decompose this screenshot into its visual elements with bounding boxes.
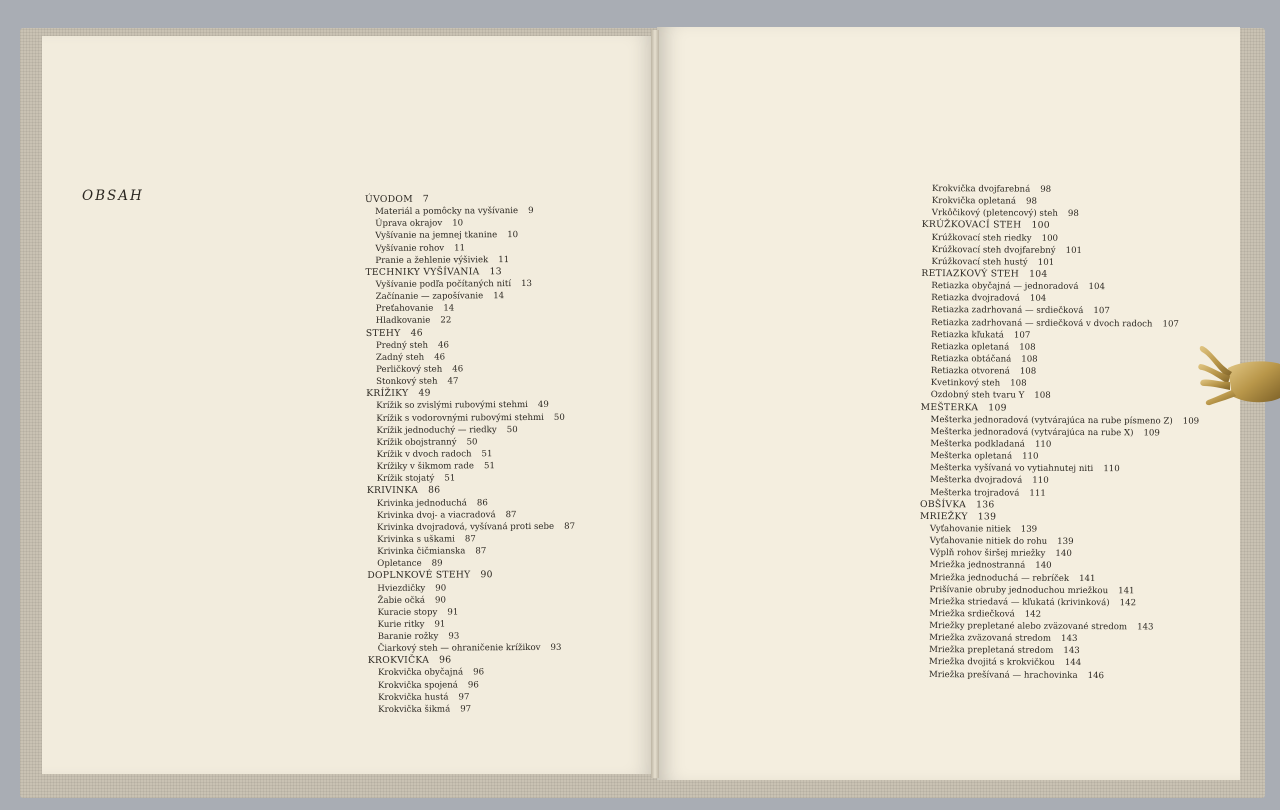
toc-page-number: 50 bbox=[466, 437, 478, 448]
toc-page-number: 100 bbox=[1031, 220, 1050, 232]
toc-page-number: 90 bbox=[480, 569, 493, 581]
toc-entry-title: Krivinka dvoj- a viacradová bbox=[376, 509, 496, 521]
toc-entry-title: Žabie očká bbox=[377, 595, 425, 606]
toc-page-number: 101 bbox=[1037, 257, 1055, 268]
toc-page-number: 142 bbox=[1119, 597, 1137, 609]
toc-entry-title: Prišívanie obruby jednoduchou mriežkou bbox=[929, 584, 1109, 596]
toc-page-number: 11 bbox=[454, 242, 466, 254]
toc-page-number: 46 bbox=[437, 340, 449, 351]
toc-entry-title: Vyťahovanie nitiek bbox=[929, 523, 1011, 535]
toc-entry-title: Úprava okrajov bbox=[375, 218, 443, 230]
toc-page-number: 7 bbox=[422, 193, 430, 205]
toc-entry-title: Krížik stojatý bbox=[376, 473, 435, 485]
hand-finger-4 bbox=[1206, 390, 1236, 405]
toc-page-number: 89 bbox=[431, 558, 443, 569]
toc-page-number: 90 bbox=[434, 595, 446, 606]
toc-page-number: 108 bbox=[1034, 391, 1051, 402]
toc-page-number: 50 bbox=[553, 412, 565, 423]
toc-page-number: 107 bbox=[1013, 330, 1031, 341]
toc-page-number: 110 bbox=[1032, 476, 1049, 487]
toc-page-number: 101 bbox=[1065, 245, 1083, 256]
toc-entry-title: Pranie a žehlenie výšiviek bbox=[375, 254, 489, 266]
toc-entry-title: Perličkový steh bbox=[376, 364, 443, 375]
toc-entry-title: Mriežka jednostranná bbox=[929, 560, 1026, 571]
toc-entry-title: Krivinka jednoduchá bbox=[376, 497, 467, 509]
hand-palm bbox=[1228, 361, 1280, 402]
toc-entry-title: Krížiky v šikmom rade bbox=[376, 461, 475, 473]
toc-entry-title: Mešterka jednoradová (vytvárajúca na rube písmeno Z) bbox=[930, 414, 1173, 427]
toc-entry-title: Kuracie stopy bbox=[377, 607, 438, 618]
toc-entry-title: Zadný steh bbox=[375, 352, 425, 363]
toc-entry-title: Krížik so zvislými rubovými stehmi bbox=[376, 400, 528, 412]
toc-entry-title: Mešterka trojradová bbox=[930, 487, 1020, 499]
toc-entry-title: Mešterka podkladaná bbox=[930, 439, 1025, 450]
toc-page-number: 143 bbox=[1063, 646, 1080, 657]
toc-page-number: 142 bbox=[1024, 609, 1042, 620]
toc-page-number: 139 bbox=[1020, 524, 1038, 535]
toc-page-number: 110 bbox=[1103, 464, 1120, 475]
toc-page-number: 90 bbox=[435, 583, 447, 594]
toc-entry-title: Retiazka opletaná bbox=[930, 341, 1010, 353]
toc-page-number: 143 bbox=[1060, 634, 1078, 645]
toc-entry-title: Retiazka kľukatá bbox=[931, 329, 1004, 341]
toc-entry-title: Retiazka zadrhovaná — srdiečková v dvoch radoch bbox=[931, 317, 1153, 329]
toc-page-number: 139 bbox=[1057, 536, 1074, 548]
toc-entry-title: Krokvička spojená bbox=[377, 680, 458, 691]
toc-page-number: 98 bbox=[1040, 184, 1052, 195]
toc-page-number: 140 bbox=[1055, 549, 1072, 560]
toc-page-number: 140 bbox=[1035, 561, 1052, 572]
toc-page-number: 91 bbox=[434, 619, 446, 630]
toc-page-number: 108 bbox=[1021, 354, 1038, 365]
toc-page-number: 50 bbox=[506, 424, 518, 435]
toc-entry-title: KRIVINKA bbox=[366, 485, 419, 497]
toc-page-number: 141 bbox=[1079, 573, 1096, 584]
toc-entry-title: Retiazka obyčajná — jednoradová bbox=[931, 281, 1079, 293]
hand-icon bbox=[1198, 338, 1280, 418]
toc-page-number: 13 bbox=[521, 278, 533, 290]
toc-page-number: 146 bbox=[1087, 670, 1105, 681]
toc-page-number: 14 bbox=[493, 291, 505, 302]
toc-entry-title: Mešterka vyšívaná vo vytiahnutej niti bbox=[930, 463, 1094, 475]
toc-entry-title: Vyťahovanie nitiek do rohu bbox=[929, 536, 1048, 547]
toc-entry-title: Materiál a pomôcky na vyšívanie bbox=[375, 206, 519, 218]
toc-entry-title: Retiazka otvorená bbox=[930, 366, 1010, 377]
toc-page-number: 22 bbox=[440, 315, 452, 326]
toc-page-number: 110 bbox=[1034, 439, 1052, 450]
toc-entry-title: RETIAZKOVÝ STEH bbox=[921, 267, 1020, 280]
toc-entry-title: Retiazka obtáčaná bbox=[930, 354, 1012, 365]
toc-page-number: 107 bbox=[1162, 319, 1179, 330]
toc-page-number: 13 bbox=[489, 266, 502, 278]
toc-page-number: 104 bbox=[1029, 268, 1048, 280]
toc-entry-title: Mriežka prepletaná stredom bbox=[929, 645, 1054, 657]
toc-entry-title: Vyšívanie podľa počítaných nití bbox=[375, 279, 512, 290]
toc-page-number: 87 bbox=[564, 521, 576, 532]
toc-page-number: 107 bbox=[1093, 306, 1110, 317]
toc-page-number: 11 bbox=[498, 254, 510, 265]
toc-entry-title: Krúžkovací steh dvojfarebný bbox=[931, 244, 1056, 256]
toc-entry-title: Mriežky prepletané alebo zväzované stredom bbox=[929, 621, 1128, 633]
toc-page-number: 98 bbox=[1067, 209, 1079, 220]
toc-page-number: 87 bbox=[464, 534, 476, 545]
toc-page-number: 87 bbox=[505, 509, 517, 520]
toc-entry-title: KRÚŽKOVACÍ STEH bbox=[921, 219, 1022, 232]
toc-entry-title: Mriežka prešívaná — hrachovinka bbox=[928, 669, 1078, 681]
toc-page-number: 108 bbox=[1019, 366, 1037, 377]
toc-entry-title: Preťahovanie bbox=[375, 303, 434, 315]
toc-entry bbox=[368, 702, 628, 716]
toc-entry-title: Mešterka opletaná bbox=[930, 451, 1013, 462]
toc-page-number: 9 bbox=[528, 206, 534, 217]
toc-entry-title: Krivinka dvojradová, vyšívaná proti sebe bbox=[377, 521, 555, 533]
toc-entry-title: Mešterka dvojradová bbox=[930, 475, 1023, 486]
toc-page-number: 51 bbox=[481, 449, 493, 460]
toc-entry-title: Výplň rohov širšej mriežky bbox=[929, 548, 1046, 559]
toc-page-number: 97 bbox=[460, 704, 472, 715]
toc-entry-title: Krížik s vodorovnými rubovými stehmi bbox=[376, 412, 544, 424]
toc-page-number: 144 bbox=[1064, 658, 1082, 669]
toc-page-number: 108 bbox=[1010, 378, 1027, 389]
toc-page-number: 111 bbox=[1029, 488, 1046, 499]
toc-page-number: 109 bbox=[1143, 428, 1160, 439]
toc-entry-title: STEHY bbox=[365, 327, 401, 339]
toc-entry-title: Opletance bbox=[377, 558, 422, 570]
toc-entry-title: Hladkovanie bbox=[375, 316, 431, 327]
toc-entry bbox=[919, 669, 1219, 683]
toc-page-number: 87 bbox=[475, 546, 487, 557]
toc-entry-title: Krokvička dvojfarebná bbox=[931, 184, 1031, 195]
toc-entry-title: Krížik obojstranný bbox=[376, 437, 457, 448]
toc-page-number: 10 bbox=[507, 230, 519, 241]
toc-entry-title: Začínanie — zapošívanie bbox=[375, 291, 484, 303]
toc-page-number: 108 bbox=[1019, 342, 1036, 353]
toc-page-number: 136 bbox=[976, 498, 995, 511]
toc-entry-title: Baranie rožky bbox=[377, 631, 439, 642]
toc-entry-title: OBŠÍVKA bbox=[920, 498, 967, 510]
toc-entry-title: Krížik v dvoch radoch bbox=[376, 449, 472, 460]
toc-entry-title: MEŠTERKA bbox=[920, 401, 979, 413]
toc-page-number: 51 bbox=[483, 461, 495, 472]
toc-entry-title: ÚVODOM bbox=[365, 193, 413, 205]
book-gutter bbox=[651, 30, 659, 778]
toc-entry-title: Krúžkovací steh hustý bbox=[931, 256, 1028, 268]
toc-page-number: 46 bbox=[434, 352, 446, 363]
toc-page-number: 10 bbox=[452, 218, 464, 229]
toc-entry-title: DOPLNKOVÉ STEHY bbox=[367, 569, 471, 582]
toc-left-list bbox=[365, 192, 628, 716]
toc-entry-title: Mriežka zväzovaná stredom bbox=[929, 633, 1052, 644]
toc-page-number: 91 bbox=[447, 607, 459, 618]
toc-entry-title: KRÍŽIKY bbox=[366, 387, 409, 400]
toc-page-number: 47 bbox=[447, 376, 459, 387]
toc-entry-title: Krokvička opletaná bbox=[931, 196, 1017, 207]
toc-entry-title: Krížik jednoduchý — riedky bbox=[376, 424, 497, 436]
toc-page-number: 96 bbox=[473, 667, 485, 678]
toc-entry-title: Hviezdičky bbox=[377, 583, 426, 594]
toc-page-number: 93 bbox=[550, 643, 562, 654]
toc-page-number: 51 bbox=[444, 473, 456, 484]
toc-page-number: 139 bbox=[977, 511, 997, 523]
toc-entry-title: Vrkôčikový (pletencový) steh bbox=[931, 208, 1058, 220]
toc-page-number: 109 bbox=[1182, 416, 1200, 427]
toc-entry-title: Čiarkový steh — ohraničenie krížikov bbox=[377, 643, 541, 655]
toc-page-number: 86 bbox=[428, 484, 441, 496]
toc-entry-title: Retiazka dvojradová bbox=[931, 293, 1020, 304]
contents-heading: OBSAH bbox=[82, 188, 144, 204]
toc-page-number: 86 bbox=[476, 497, 488, 508]
toc-page-number: 49 bbox=[418, 387, 431, 399]
toc-page-number: 96 bbox=[439, 654, 452, 666]
toc-page-number: 109 bbox=[988, 401, 1007, 414]
toc-entry-title: Krivinka čičmianska bbox=[377, 546, 466, 558]
toc-page-number: 104 bbox=[1088, 282, 1105, 293]
toc-page-number: 49 bbox=[537, 400, 549, 411]
toc-entry-title: Krokvička šikmá bbox=[378, 704, 451, 715]
toc-page-number: 98 bbox=[1025, 196, 1037, 207]
toc-entry-title: Mešterka jednoradová (vytvárajúca na rube X) bbox=[930, 426, 1134, 439]
toc-page-number: 97 bbox=[458, 692, 470, 703]
toc-entry-title: Vyšívanie na jemnej tkanine bbox=[375, 230, 498, 242]
toc-entry-title: KROKVIČKA bbox=[367, 654, 430, 667]
toc-page-number: 46 bbox=[452, 364, 464, 375]
toc-entry-title: Krúžkovací steh riedky bbox=[931, 232, 1032, 244]
toc-entry-title: Mriežka striedavá — kľukatá (krivinková) bbox=[929, 596, 1110, 608]
toc-entry-title: Kurie ritky bbox=[377, 619, 425, 630]
toc-entry-title: Kvetinkový steh bbox=[930, 378, 1001, 389]
toc-page-number: 110 bbox=[1022, 451, 1039, 462]
toc-page-number: 96 bbox=[467, 679, 479, 691]
toc-entry-title: Mriežka srdiečková bbox=[929, 608, 1015, 620]
toc-entry-title: Predný steh bbox=[375, 340, 429, 351]
toc-page-number: 93 bbox=[448, 631, 460, 642]
toc-entry-title: Mriežka jednoduchá — rebríček bbox=[929, 572, 1070, 584]
toc-page-number: 141 bbox=[1118, 585, 1135, 596]
toc-page-number: 46 bbox=[410, 327, 423, 339]
toc-entry-title: Krokvička obyčajná bbox=[377, 667, 464, 679]
toc-entry-title: Krivinka s uškami bbox=[377, 534, 455, 545]
toc-page-number: 104 bbox=[1029, 293, 1047, 305]
toc-entry-title: MRIEŽKY bbox=[919, 510, 968, 523]
toc-entry-title: Retiazka zadrhovaná — srdiečková bbox=[931, 305, 1084, 317]
toc-page-number: 100 bbox=[1041, 233, 1059, 244]
toc-right-list bbox=[919, 183, 1222, 683]
toc-entry-title: Vyšívanie rohov bbox=[375, 243, 445, 254]
toc-page-number: 14 bbox=[443, 303, 455, 314]
toc-entry-title: Stonkový steh bbox=[376, 376, 438, 388]
toc-entry-title: Krokvička hustá bbox=[378, 692, 449, 703]
toc-entry-title: Ozdobný steh tvaru Y bbox=[930, 390, 1025, 402]
toc-entry-title: TECHNIKY VYŠÍVANIA bbox=[365, 266, 480, 278]
toc-entry-title: Mriežka dvojitá s krokvičkou bbox=[929, 657, 1055, 669]
toc-page-number: 143 bbox=[1137, 622, 1154, 633]
